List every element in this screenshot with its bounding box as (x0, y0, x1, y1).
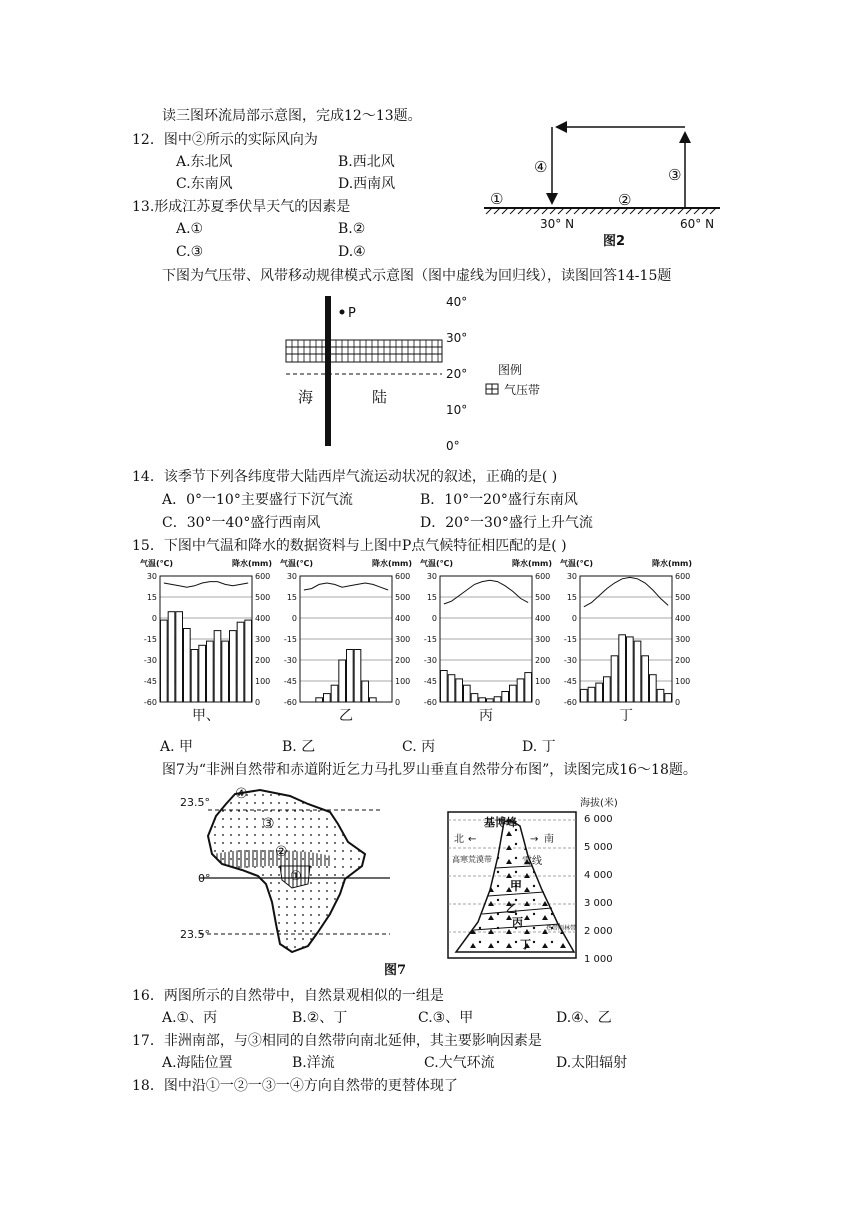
temp-tick: -30 (283, 656, 297, 665)
lat-20: 20° (446, 367, 468, 381)
precip-tick: 200 (255, 656, 271, 665)
precip-bar (176, 612, 183, 702)
temp-tick: 0 (291, 614, 297, 623)
precip-axis-title: 降水(mm) (652, 559, 692, 568)
zone-yi: 乙 (506, 902, 517, 915)
point-p-label: P (348, 306, 356, 321)
precip-bar (168, 612, 175, 702)
temp-curve (584, 577, 668, 606)
temp-tick: 0 (151, 614, 157, 623)
precip-bar (517, 679, 524, 702)
precip-tick: 600 (395, 572, 411, 581)
africa-label-2: ② (275, 844, 288, 860)
precip-bar (634, 641, 641, 702)
climate-chart-4 (560, 558, 692, 724)
precip-tick: 100 (395, 677, 411, 686)
q14-option-d: D．20°一30°盛行上升气流 (420, 515, 593, 531)
land-label: 陆 (372, 388, 388, 406)
coastline-bar (325, 296, 331, 446)
precip-tick: 500 (395, 593, 411, 602)
q14-stem: 14．该季节下列各纬度带大陆西岸气流运动状况的叙述，正确的是( ) (132, 469, 558, 485)
temp-tick: -30 (563, 656, 577, 665)
peak-name: 基博峰 (484, 816, 517, 829)
q12-option-d: D.西南风 (338, 176, 396, 192)
precip-tick: 100 (675, 677, 691, 686)
precip-bar (479, 698, 486, 702)
label-3: ③ (668, 166, 682, 184)
q17-stem: 17．非洲南部，与③相同的自然带向南北延伸，其主要影响因素是 (132, 1033, 542, 1049)
climate-chart-3 (420, 558, 552, 724)
precip-bar (525, 673, 532, 702)
q14-option-c: C．30°一40°盛行西南风 (162, 515, 321, 531)
snowline-label: 雪线 (522, 856, 542, 867)
climate-charts (138, 556, 698, 736)
intro-1: 读三图环流局部示意图，完成12～13题。 (162, 108, 422, 124)
lat-30n: 30° N (540, 217, 575, 231)
sea-label: 海 (298, 388, 314, 406)
q15-option-c: C. 丙 (402, 739, 436, 755)
fig7-caption: 图7 (384, 963, 407, 978)
north-arrow: ← (468, 834, 477, 845)
altitude-axis-label: 海拔(米) (580, 798, 618, 809)
figure-2-circulation (470, 110, 730, 250)
temp-tick: -15 (563, 635, 577, 644)
alt-6000: 6 000 (584, 814, 613, 825)
precip-tick: 300 (395, 635, 411, 644)
q12-option-a: A.东北风 (176, 154, 233, 170)
q15-option-a: A. 甲 (160, 739, 194, 755)
precip-bar (596, 683, 603, 702)
precip-bar (214, 631, 221, 702)
south-label: 南 (544, 834, 554, 845)
q18-stem: 18．图中沿①一②一③一④方向自然带的更替体现了 (132, 1078, 458, 1094)
legend-title: 图例 (498, 363, 523, 377)
alt-5000: 5 000 (584, 842, 613, 853)
kilimanjaro-profile (448, 798, 644, 965)
chart-name: 乙 (339, 708, 353, 724)
zone-rainforest: 热带雨林带 (546, 925, 577, 932)
precip-bar (464, 685, 471, 702)
temp-tick: -45 (563, 677, 577, 686)
precip-tick: 500 (255, 593, 271, 602)
precip-bar (665, 694, 672, 702)
alt-3000: 3 000 (584, 898, 613, 909)
precip-bar (237, 622, 244, 702)
pressure-belt-verticals (292, 340, 438, 362)
africa-label-3: ③ (262, 816, 275, 832)
precip-bar (339, 660, 346, 702)
precip-tick: 0 (675, 698, 681, 707)
q13-stem: 13.形成江苏夏季伏旱天气的因素是 (132, 199, 351, 215)
altitude-ticks (584, 814, 613, 965)
precip-bar (370, 698, 377, 702)
q16-option-c: C.③、甲 (418, 1010, 474, 1026)
point-p (340, 310, 345, 315)
precip-bar (191, 650, 198, 703)
precip-bar (230, 631, 237, 702)
zone-ding: 丁 (520, 938, 531, 951)
precip-bar (510, 685, 517, 702)
temp-tick: 15 (426, 593, 437, 602)
precip-tick: 300 (675, 635, 691, 644)
temp-tick: 30 (566, 572, 577, 581)
temp-tick: -15 (143, 635, 157, 644)
precip-tick: 500 (675, 593, 691, 602)
precip-bar (222, 641, 229, 702)
q13-option-b: B.② (338, 221, 366, 237)
temp-curve (444, 580, 528, 604)
precip-tick: 600 (535, 572, 551, 581)
climate-chart-1 (140, 558, 272, 724)
precip-tick: 300 (535, 635, 551, 644)
precip-tick: 600 (675, 572, 691, 581)
q13-option-a: A.① (176, 221, 204, 237)
temp-tick: -45 (423, 677, 437, 686)
temp-tick: -45 (283, 677, 297, 686)
q16-option-b: B.②、丁 (292, 1010, 348, 1026)
precip-bar (657, 689, 664, 702)
precip-bar (207, 641, 214, 702)
zone-alpine: 高寒荒漠带 (452, 855, 492, 864)
precip-tick: 400 (675, 614, 691, 623)
precip-bar (494, 697, 501, 702)
precip-bar (487, 699, 494, 702)
intro-2: 下图为气压带、风带移动规律模式示意图（图中虚线为回归线），读图回答14-15题 (162, 268, 672, 284)
lat-23s: 23.5° (180, 928, 210, 941)
precip-bar (448, 675, 455, 702)
q14-option-b: B．10°一20°盛行东南风 (420, 492, 578, 508)
africa-label-4: ④ (235, 786, 248, 802)
precip-tick: 400 (535, 614, 551, 623)
legend-item: 气压带 (504, 383, 541, 397)
lat-23n: 23.5° (180, 796, 210, 809)
temp-tick: -15 (283, 635, 297, 644)
precip-axis-title: 降水(mm) (372, 559, 412, 568)
precip-tick: 400 (255, 614, 271, 623)
temp-axis-title: 气温(℃) (420, 559, 453, 568)
precip-bar (611, 656, 618, 702)
precip-tick: 0 (535, 698, 541, 707)
africa-map (180, 784, 400, 960)
q12-option-c: C.东南风 (176, 176, 233, 192)
zone-bing: 丙 (512, 916, 523, 929)
temp-tick: -45 (143, 677, 157, 686)
zone-jia: 甲 (510, 879, 523, 893)
temp-axis-title: 气温(℃) (140, 559, 173, 568)
temp-tick: -60 (563, 698, 577, 707)
precip-tick: 600 (255, 572, 271, 581)
precip-bar (245, 620, 252, 702)
precip-bar (354, 650, 361, 703)
temp-tick: -30 (143, 656, 157, 665)
temp-curve (164, 582, 248, 588)
q13-option-d: D.④ (338, 244, 366, 260)
q12-stem: 12．图中②所示的实际风向为 (132, 132, 318, 148)
figure-pressure-belt (280, 292, 580, 454)
temp-curve (304, 583, 388, 590)
lat-40: 40° (446, 295, 468, 309)
q16-stem: 16．两图所示的自然带中，自然景观相似的一组是 (132, 988, 444, 1004)
chart-name: 丙 (479, 708, 493, 724)
precip-bar (604, 677, 611, 702)
precip-tick: 200 (675, 656, 691, 665)
temp-tick: 15 (146, 593, 157, 602)
label-4: ④ (534, 158, 548, 176)
lat-10: 10° (446, 403, 468, 417)
q12-option-b: B.西北风 (338, 154, 395, 170)
temp-tick: 0 (571, 614, 577, 623)
lat-60n: 60° N (680, 217, 715, 231)
precip-tick: 0 (395, 698, 401, 707)
temp-tick: 0 (431, 614, 437, 623)
q16-option-d: D.④、乙 (556, 1010, 612, 1026)
alt-2000: 2 000 (584, 926, 613, 937)
precip-bar (581, 689, 588, 702)
precip-tick: 200 (535, 656, 551, 665)
temp-axis-title: 气温(℃) (560, 559, 593, 568)
lat-0: 0° (446, 439, 460, 453)
temp-tick: 30 (286, 572, 297, 581)
temp-tick: 15 (286, 593, 297, 602)
precip-axis-title: 降水(mm) (232, 559, 272, 568)
chart-name: 甲、 (192, 708, 220, 724)
legend-grid-icon (486, 384, 498, 394)
precip-bar (316, 698, 323, 702)
precip-bar (362, 681, 369, 702)
label-2: ② (618, 191, 632, 209)
precip-bar (184, 629, 191, 703)
q17-option-b: B.洋流 (292, 1055, 335, 1071)
precip-tick: 400 (395, 614, 411, 623)
temp-tick: 30 (146, 572, 157, 581)
temp-tick: -30 (423, 656, 437, 665)
q17-option-a: A.海陆位置 (162, 1055, 233, 1071)
precip-tick: 300 (255, 635, 271, 644)
precip-bar (199, 645, 206, 702)
precip-tick: 100 (255, 677, 271, 686)
precip-bar (347, 650, 354, 703)
precip-bar (642, 656, 649, 702)
alt-1000: 1 000 (584, 954, 613, 965)
climate-chart-2 (280, 558, 412, 724)
q17-option-d: D.太阳辐射 (556, 1055, 628, 1071)
temp-tick: -60 (283, 698, 297, 707)
pressure-belt-grid (286, 340, 442, 362)
label-1: ① (490, 190, 504, 208)
precip-tick: 200 (395, 656, 411, 665)
precip-tick: 100 (535, 677, 551, 686)
fig2-caption: 图2 (603, 234, 626, 249)
precip-bar (650, 675, 657, 702)
south-arrow: → (530, 834, 539, 845)
precip-bar (588, 687, 595, 702)
precip-bar (456, 679, 463, 702)
intro-3: 图7为“非洲自然带和赤道附近乞力马扎罗山垂直自然带分布图”，读图完成16～18题。 (162, 762, 697, 778)
precip-bar (619, 635, 626, 702)
precip-bar (471, 694, 478, 702)
precip-bar (324, 694, 331, 702)
temp-tick: -60 (143, 698, 157, 707)
temp-tick: 30 (426, 572, 437, 581)
precip-bar (161, 620, 168, 702)
q15-option-d: D. 丁 (522, 739, 556, 755)
precip-bar (441, 671, 448, 703)
precip-bar (331, 685, 338, 702)
precip-bar (627, 637, 634, 702)
lat-30: 30° (446, 331, 468, 345)
north-label: 北 (454, 834, 464, 845)
precip-tick: 500 (535, 593, 551, 602)
lat-equator: 0° (198, 872, 211, 885)
precip-bar (502, 692, 509, 703)
precip-tick: 0 (255, 698, 261, 707)
temp-tick: -15 (423, 635, 437, 644)
q15-option-b: B. 乙 (282, 739, 316, 755)
q17-option-c: C.大气环流 (424, 1055, 495, 1071)
africa-label-1: ① (290, 869, 302, 884)
alt-4000: 4 000 (584, 870, 613, 881)
temp-tick: 15 (566, 593, 577, 602)
q14-option-a: A．0°一10°主要盛行下沉气流 (162, 492, 353, 508)
precip-axis-title: 降水(mm) (512, 559, 552, 568)
q16-option-a: A.①、丙 (162, 1010, 218, 1026)
q15-stem: 15．下图中气温和降水的数据资料与上图中P点气候特征相匹配的是( ) (132, 538, 567, 554)
temp-tick: -60 (423, 698, 437, 707)
temp-axis-title: 气温(℃) (280, 559, 313, 568)
chart-name: 丁 (619, 708, 633, 724)
q13-option-c: C.③ (176, 244, 204, 260)
